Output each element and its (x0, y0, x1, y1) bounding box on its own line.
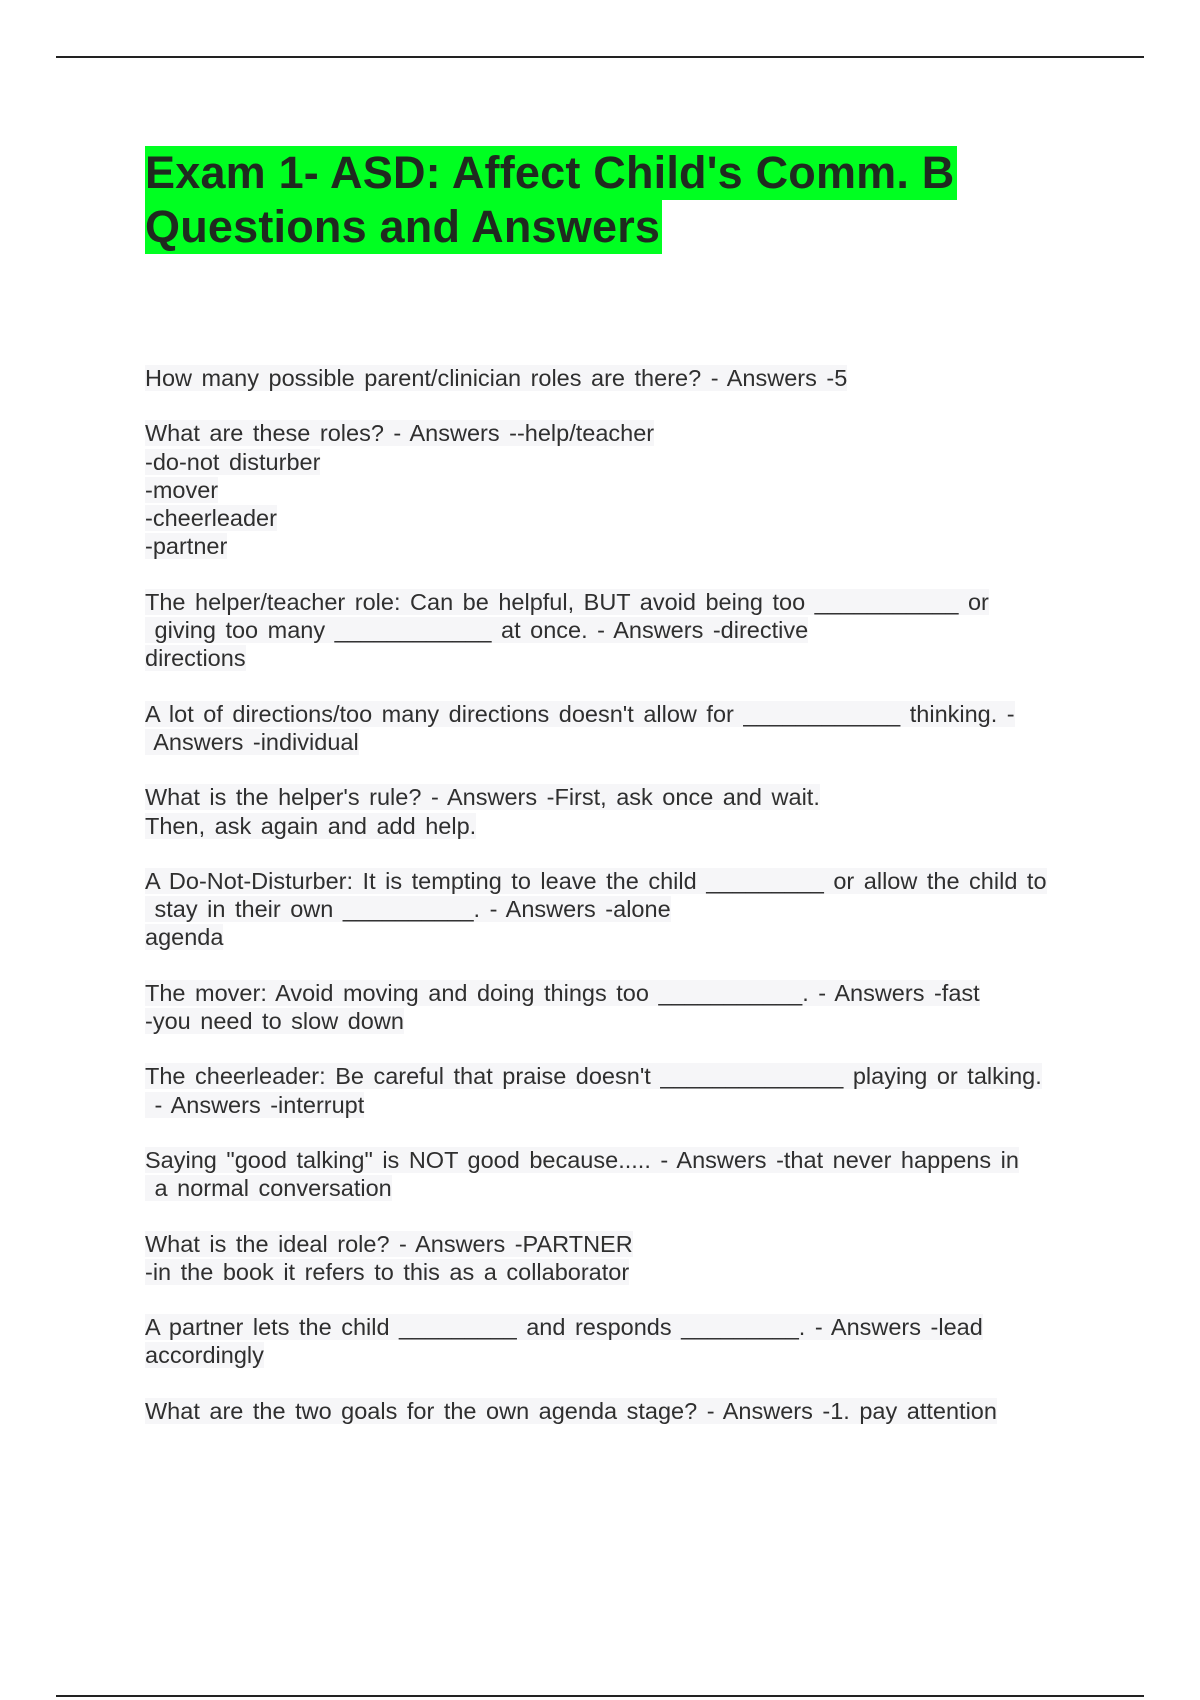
qa-line (145, 504, 1095, 532)
qa-line (145, 895, 1095, 923)
qa-item (145, 979, 1095, 1036)
qa-line (145, 532, 1095, 560)
qa-item (145, 1397, 1095, 1425)
qa-line-text: stay in their own __________. - Answers -alone (145, 896, 671, 923)
qa-line (145, 923, 1095, 951)
qa-line-text: What is the helper's rule? - Answers -First, ask once and wait. (145, 784, 820, 811)
qa-line-text: giving too many ____________ at once. - Answers -directive (145, 617, 809, 644)
qa-line-text: What are the two goals for the own agenda stage? - Answers -1. pay attention (145, 1397, 997, 1424)
qa-line (145, 1062, 1095, 1090)
qa-line-text: -partner (145, 533, 228, 560)
qa-line (145, 448, 1095, 476)
qa-item (145, 1146, 1095, 1203)
qa-line-text: A Do-Not-Disturber: It is tempting to leave the child _________ or allow the child to (145, 867, 1047, 894)
qa-line-text: -mover (145, 476, 219, 503)
title-line-2: Questions and Answers (145, 201, 661, 252)
title-line-1: Exam 1- ASD: Affect Child's Comm. B (145, 147, 955, 198)
qa-line-text: The cheerleader: Be careful that praise doesn't ______________ playing or talking. (145, 1063, 1042, 1090)
qa-line-text: A lot of directions/too many directions doesn't allow for ____________ thinking. - (145, 700, 1015, 727)
qa-line-text: -cheerleader (145, 505, 277, 532)
qa-line-text: The mover: Avoid moving and doing things too ___________. - Answers -fast (145, 979, 980, 1006)
qa-line (145, 616, 1095, 644)
qa-line (145, 644, 1095, 672)
qa-line-text: agenda (145, 924, 224, 951)
qa-list (145, 364, 1095, 1452)
qa-item (145, 700, 1095, 757)
qa-item (145, 588, 1095, 673)
qa-line (145, 1341, 1095, 1369)
qa-line (145, 1146, 1095, 1174)
qa-line (145, 867, 1095, 895)
qa-item (145, 1313, 1095, 1370)
qa-line (145, 1007, 1095, 1035)
qa-line-text: What are these roles? - Answers --help/teacher (145, 420, 655, 447)
qa-line (145, 1174, 1095, 1202)
qa-line (145, 1230, 1095, 1258)
qa-line-text: Then, ask again and add help. (145, 812, 477, 839)
bottom-divider (56, 1695, 1144, 1697)
qa-line-text: - Answers -interrupt (145, 1091, 365, 1118)
qa-line-text: -in the book it refers to this as a collaborator (145, 1258, 630, 1285)
qa-line (145, 812, 1095, 840)
qa-item (145, 867, 1095, 952)
qa-line-text: What is the ideal role? - Answers -PARTNER (145, 1230, 633, 1257)
qa-line (145, 979, 1095, 1007)
qa-line-text: directions (145, 645, 246, 672)
qa-line-text: Answers -individual (145, 728, 359, 755)
qa-item (145, 1230, 1095, 1287)
top-divider (56, 56, 1144, 58)
qa-line (145, 364, 1095, 392)
qa-line (145, 588, 1095, 616)
qa-item (145, 1062, 1095, 1119)
qa-line-text: The helper/teacher role: Can be helpful, BUT avoid being too ___________ or (145, 588, 989, 615)
qa-line (145, 1258, 1095, 1286)
qa-item (145, 364, 1095, 392)
qa-line (145, 1313, 1095, 1341)
qa-line (145, 1397, 1095, 1425)
qa-line-text: accordingly (145, 1342, 264, 1369)
qa-line-text: Saying "good talking" is NOT good because..... - Answers -that never happens in (145, 1146, 1019, 1173)
qa-line-text: a normal conversation (145, 1175, 392, 1202)
document-title (145, 146, 1045, 254)
qa-line-text: How many possible parent/clinician roles are there? - Answers -5 (145, 365, 848, 391)
qa-line (145, 728, 1095, 756)
qa-line-text: -you need to slow down (145, 1008, 404, 1035)
qa-line (145, 783, 1095, 811)
qa-line (145, 700, 1095, 728)
qa-line-text: A partner lets the child _________ and responds _________. - Answers -lead (145, 1314, 983, 1341)
qa-item (145, 783, 1095, 840)
qa-line (145, 476, 1095, 504)
qa-line-text: -do-not disturber (145, 448, 321, 475)
qa-line (145, 1091, 1095, 1119)
qa-item (145, 419, 1095, 560)
qa-line (145, 419, 1095, 447)
